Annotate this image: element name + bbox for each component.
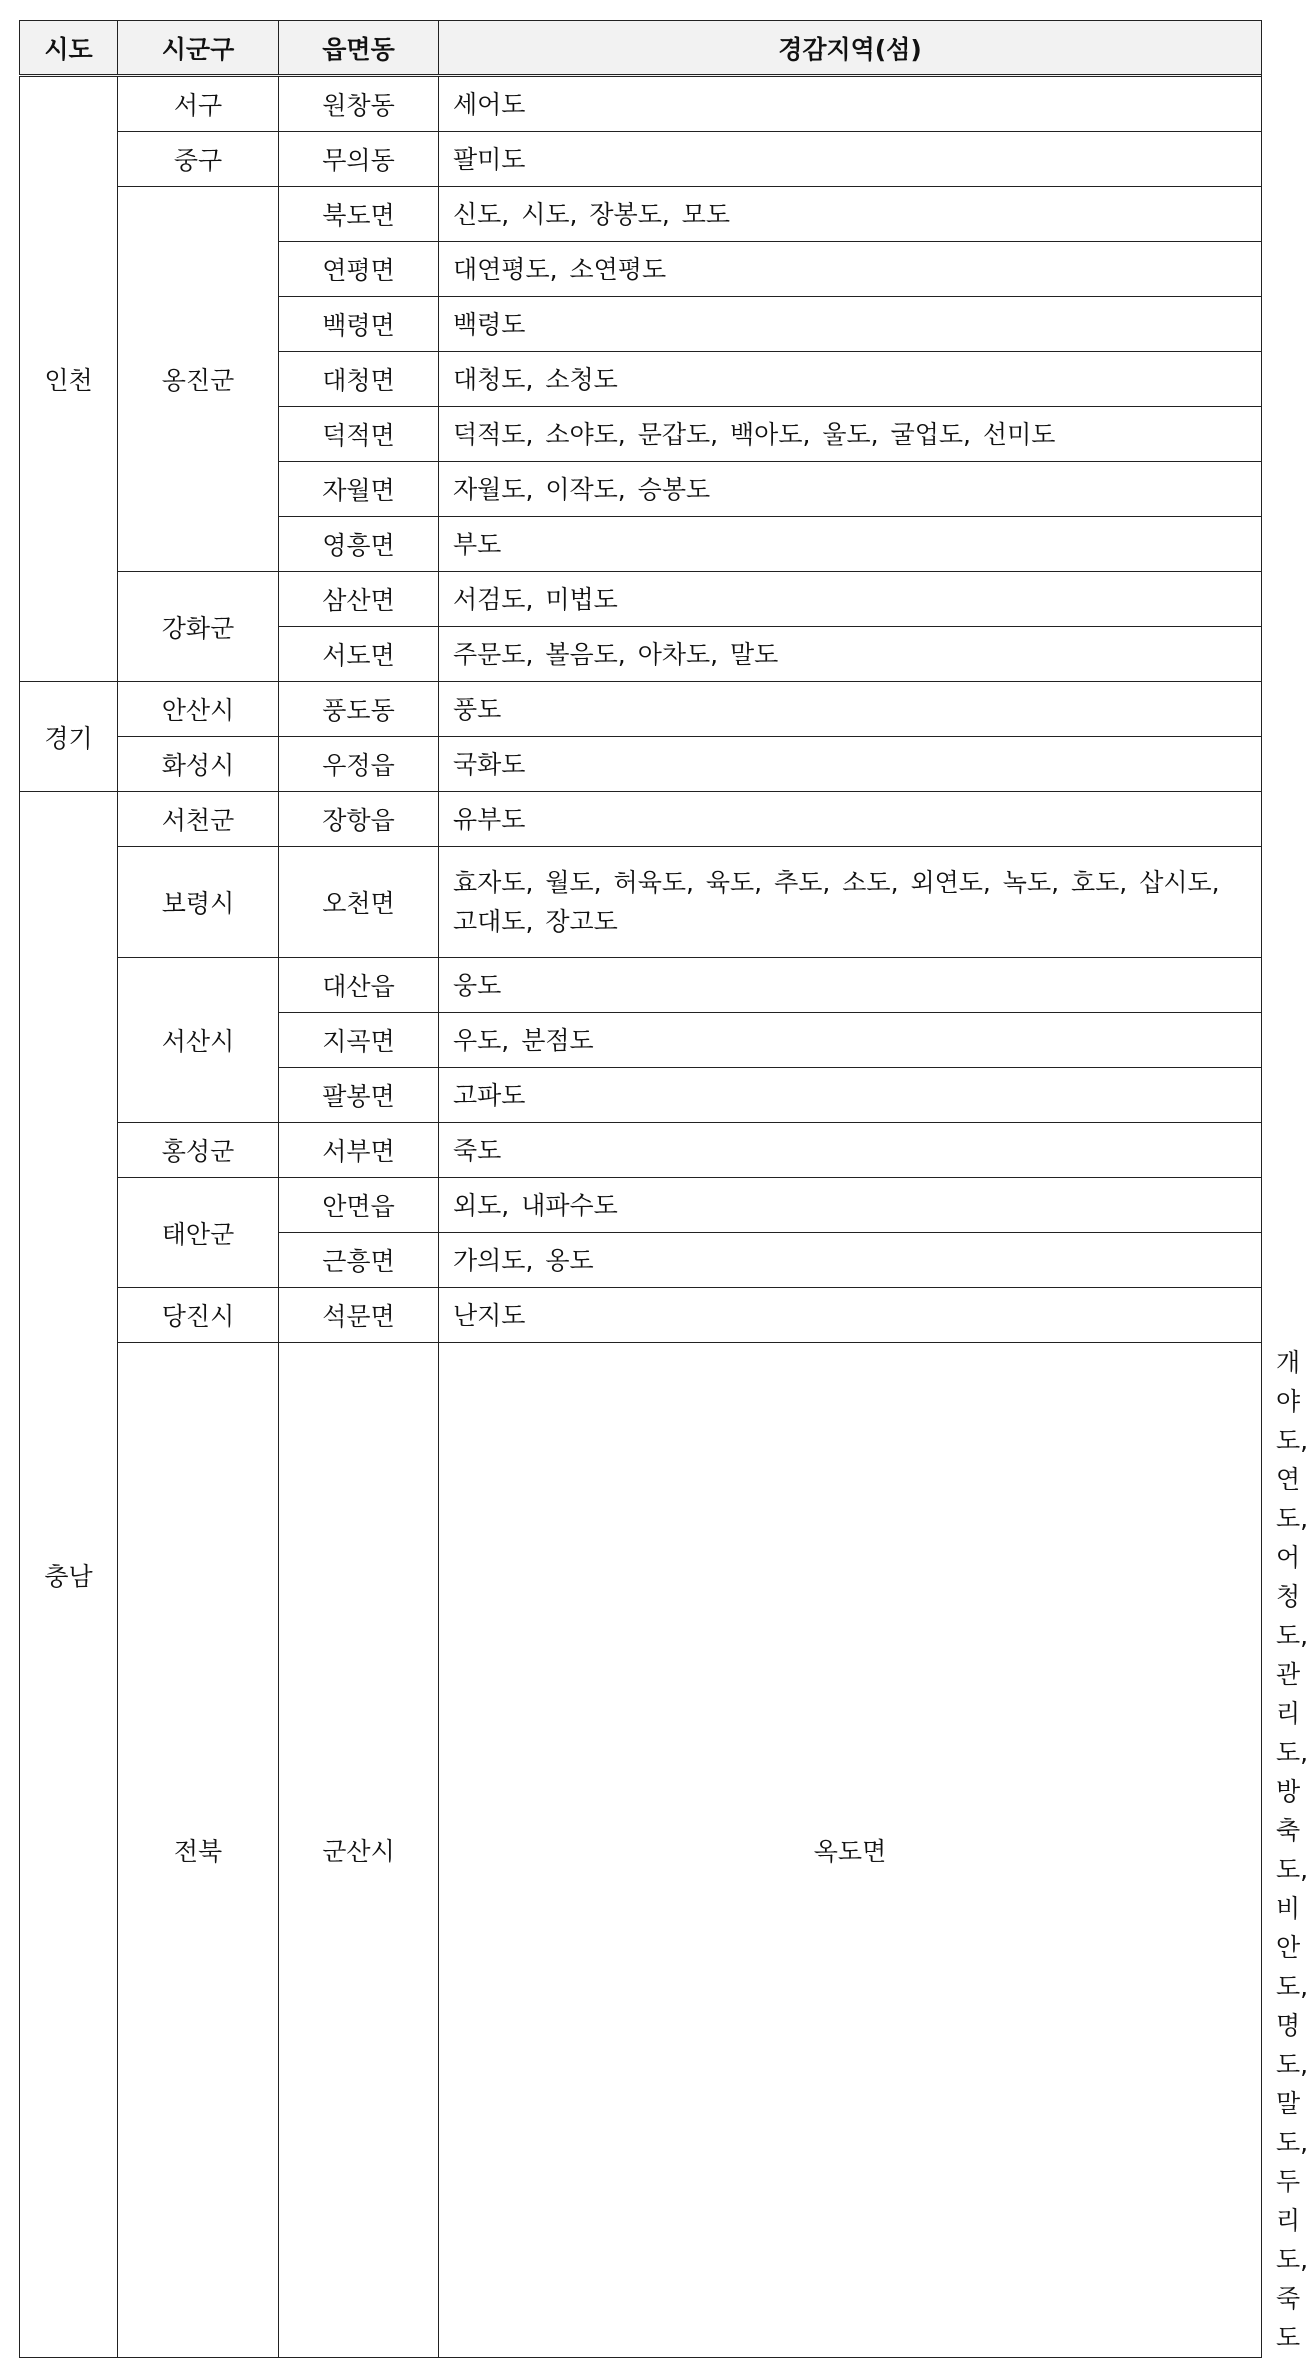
sigungu-cell: 군산시 xyxy=(279,1343,439,2358)
emd-cell: 삼산면 xyxy=(279,572,439,627)
islands-cell: 외도, 내파수도 xyxy=(439,1178,1262,1233)
emd-cell: 팔봉면 xyxy=(279,1068,439,1123)
table-row xyxy=(20,958,1262,1013)
emd-cell: 북도면 xyxy=(279,187,439,242)
table-row xyxy=(20,187,1262,242)
table-row xyxy=(20,76,1262,132)
table-row xyxy=(20,132,1262,187)
sido-cell: 충남 xyxy=(20,792,118,2358)
emd-cell: 지곡면 xyxy=(279,1013,439,1068)
islands-cell: 대청도, 소청도 xyxy=(439,352,1262,407)
emd-cell: 서부면 xyxy=(279,1123,439,1178)
islands-cell: 고파도 xyxy=(439,1068,1262,1123)
islands-cell: 풍도 xyxy=(439,682,1262,737)
islands-cell: 유부도 xyxy=(439,792,1262,847)
emd-cell: 대청면 xyxy=(279,352,439,407)
sido-cell: 전북 xyxy=(118,1343,279,2358)
emd-cell: 석문면 xyxy=(279,1288,439,1343)
table-row xyxy=(20,1123,1262,1178)
sigungu-cell: 보령시 xyxy=(118,847,279,958)
sigungu-cell: 안산시 xyxy=(118,682,279,737)
emd-cell: 백령면 xyxy=(279,297,439,352)
emd-cell: 장항읍 xyxy=(279,792,439,847)
island-region-table xyxy=(19,20,1308,2358)
islands-cell: 대연평도, 소연평도 xyxy=(439,242,1262,297)
sigungu-cell: 서산시 xyxy=(118,958,279,1123)
emd-cell: 안면읍 xyxy=(279,1178,439,1233)
islands-cell: 난지도 xyxy=(439,1288,1262,1343)
sigungu-cell: 옹진군 xyxy=(118,187,279,572)
emd-cell: 대산읍 xyxy=(279,958,439,1013)
islands-cell: 서검도, 미법도 xyxy=(439,572,1262,627)
table-row xyxy=(20,737,1262,792)
sigungu-cell: 서천군 xyxy=(118,792,279,847)
emd-cell: 서도면 xyxy=(279,627,439,682)
sido-cell: 경기 xyxy=(20,682,118,792)
emd-cell: 자월면 xyxy=(279,462,439,517)
emd-cell: 덕적면 xyxy=(279,407,439,462)
emd-cell: 무의동 xyxy=(279,132,439,187)
sigungu-cell: 강화군 xyxy=(118,572,279,682)
emd-cell: 근흥면 xyxy=(279,1233,439,1288)
islands-cell: 부도 xyxy=(439,517,1262,572)
islands-cell: 팔미도 xyxy=(439,132,1262,187)
islands-cell: 세어도 xyxy=(439,76,1262,132)
sigungu-cell: 홍성군 xyxy=(118,1123,279,1178)
emd-cell: 옥도면 xyxy=(439,1343,1262,2358)
islands-cell: 효자도, 월도, 허육도, 육도, 추도, 소도, 외연도, 녹도, 호도, 삽시도, 고대도, 장고도 xyxy=(439,847,1262,958)
emd-cell: 풍도동 xyxy=(279,682,439,737)
header-eupmyeondong: 읍면동 xyxy=(279,21,439,76)
header-row xyxy=(20,21,1262,76)
islands-cell: 웅도 xyxy=(439,958,1262,1013)
table-row: 전북 군산시 옥도면 개야도, 연도, 어청도, 관리도, 방축도, 비안도, 명도, 말도, 두리도, 죽도 xyxy=(20,1343,1262,2358)
table-row xyxy=(20,847,1262,958)
islands-cell: 우도, 분점도 xyxy=(439,1013,1262,1068)
emd-cell: 오천면 xyxy=(279,847,439,958)
islands-cell: 주문도, 볼음도, 아차도, 말도 xyxy=(439,627,1262,682)
sigungu-cell: 중구 xyxy=(118,132,279,187)
sigungu-cell: 당진시 xyxy=(118,1288,279,1343)
table-row xyxy=(20,1288,1262,1343)
islands-cell: 죽도 xyxy=(439,1123,1262,1178)
islands-cell: 가의도, 옹도 xyxy=(439,1233,1262,1288)
sigungu-cell: 서구 xyxy=(118,76,279,132)
islands-cell: 백령도 xyxy=(439,297,1262,352)
islands-cell: 덕적도, 소야도, 문갑도, 백아도, 울도, 굴업도, 선미도 xyxy=(439,407,1262,462)
islands-cell: 자월도, 이작도, 승봉도 xyxy=(439,462,1262,517)
header-region: 경감지역(섬) xyxy=(439,21,1262,76)
header-sido: 시도 xyxy=(20,21,118,76)
islands-cell: 국화도 xyxy=(439,737,1262,792)
emd-cell: 영흥면 xyxy=(279,517,439,572)
emd-cell: 연평면 xyxy=(279,242,439,297)
emd-cell: 원창동 xyxy=(279,76,439,132)
emd-cell: 우정읍 xyxy=(279,737,439,792)
sigungu-cell: 화성시 xyxy=(118,737,279,792)
table-row xyxy=(20,792,1262,847)
header-sigungu: 시군구 xyxy=(118,21,279,76)
table-row xyxy=(20,572,1262,627)
table-row xyxy=(20,682,1262,737)
table-row xyxy=(20,1178,1262,1233)
islands-cell: 신도, 시도, 장봉도, 모도 xyxy=(439,187,1262,242)
sigungu-cell: 태안군 xyxy=(118,1178,279,1288)
sido-cell: 인천 xyxy=(20,76,118,682)
